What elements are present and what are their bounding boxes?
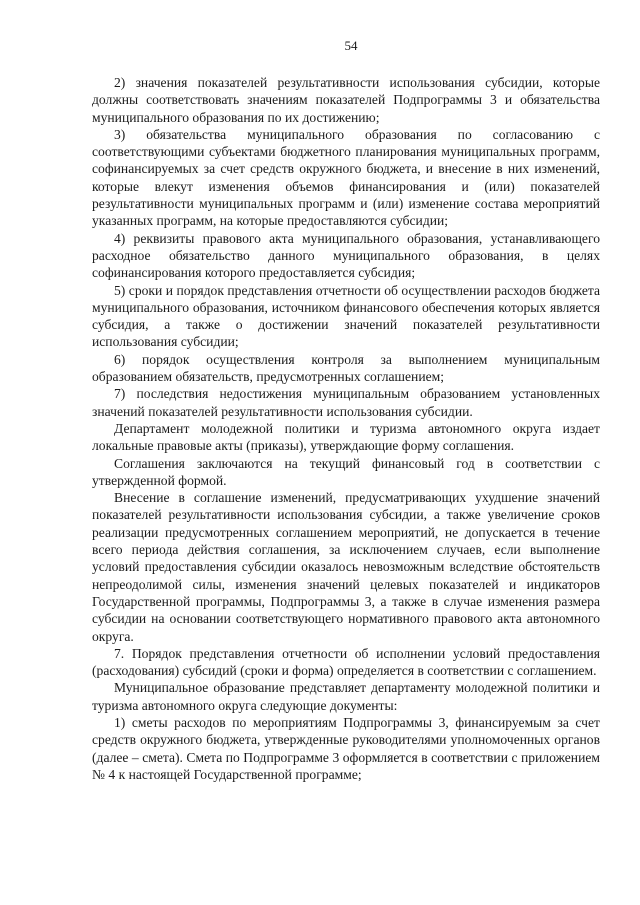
- paragraph-item-4: 4) реквизиты правового акта муниципального образования, устанавливающего расходное обязательство данного муниципального образования, в целях софинансирования которого предоставляется субсидия;: [92, 230, 600, 281]
- paragraph-item-2: 2) значения показателей результативности использования субсидии, которые должны соответствовать значениям показателей Подпрограммы 3 и обязательства муниципального образования по их достижению;: [92, 75, 600, 125]
- paragraph-agreements-term: Соглашения заключаются на текущий финансовый год в соответствии с утвержденной формой.: [92, 455, 600, 488]
- page-number: 54: [344, 38, 358, 53]
- paragraph-amendments: Внесение в соглашение изменений, предусматривающих ухудшение значений показателей результативности использования субсидии, а также увеличение сроков реализации предусмотренных соглашением мероприятий, не допускается в течение всего периода действия соглашения, за исключением случаев, если выполнение условий предоставления субсидии оказалось невозможным вследствие обстоятельств непреодолимой силы, изменения значений целевых показателей и индикаторов Государственной программы, Подпрограммы 3, а также в случае изменения размера субсидии на основании соответствующего нормативного правового акта автономного округа.: [92, 490, 600, 644]
- paragraph-department-acts: Департамент молодежной политики и туризма автономного округа издает локальные правовые акты (приказы), утверждающие форму соглашения.: [92, 420, 600, 454]
- paragraph-item-3: 3) обязательства муниципального образования по согласованию с соответствующими субъектами бюджетного планирования муниципальных программ, софинансируемых за счет средств окружного бюджета, и внесение в них изменений, которые влекут изменения объемов финансирования и (или) показателей результативности муниципальных программ и (или) изменение состава мероприятий указанных программ, на которые предоставляются субсидии;: [92, 126, 600, 229]
- paragraph-documents-intro: Муниципальное образование представляет департаменту молодежной политики и туризма автономного округа следующие документы:: [92, 680, 600, 713]
- paragraph-section-7: 7. Порядок представления отчетности об исполнении условий предоставления (расходования) субсидий (сроки и форма) определяется в соответствии с соглашением.: [92, 645, 600, 679]
- paragraph-item-7: 7) последствия недостижения муниципальным образованием установленных значений показателей результативности использования субсидии.: [92, 386, 600, 419]
- paragraph-item-6: 6) порядок осуществления контроля за выполнением муниципальным образованием обязательств, предусмотренных соглашением;: [92, 351, 600, 385]
- paragraph-item-5: 5) сроки и порядок представления отчетности об осуществлении расходов бюджета муниципального образования, источником финансового обеспечения которых является субсидия, а также о достижении значений показателей результативности использования субсидии;: [92, 282, 600, 350]
- paragraph-estimates: 1) сметы расходов по мероприятиям Подпрограммы 3, финансируемым за счет средств окружного бюджета, утвержденные руководителями уполномоченных органов (далее – смета). Смета по Подпрограмме 3 оформляется в соответствии с приложением № 4 к настоящей Государственной программе;: [92, 714, 600, 782]
- document-body: [92, 74, 600, 783]
